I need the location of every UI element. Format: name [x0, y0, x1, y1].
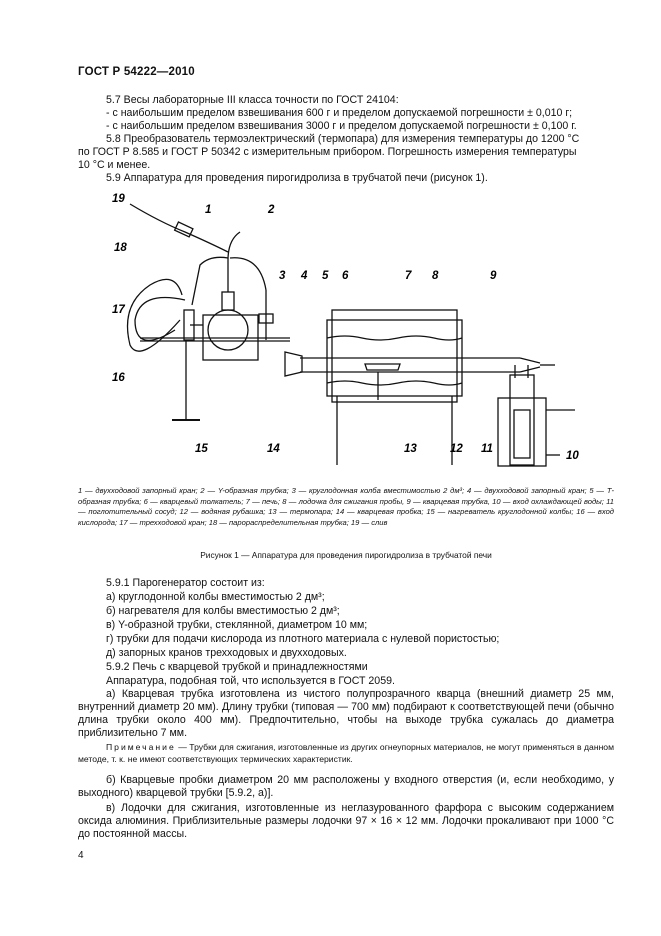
para-5-9: 5.9 Аппаратура для проведения пирогидролиза в трубчатой печи (рисунок 1).	[106, 172, 488, 184]
figure-label: 11	[481, 443, 493, 455]
figure-label: 16	[112, 372, 125, 384]
list-item: б) нагревателя для колбы вместимостью 2 дм³;	[106, 605, 340, 617]
list-item: а) круглодонной колбы вместимостью 2 дм³;	[106, 591, 325, 603]
figure-caption: Рисунок 1 — Аппаратура для проведения пирогидролиза в трубчатой печи	[200, 550, 492, 560]
page-number: 4	[78, 850, 84, 861]
note-label: Примечание	[106, 742, 176, 752]
note	[78, 742, 614, 765]
figure-label: 12	[450, 443, 463, 455]
document-header: ГОСТ Р 54222—2010	[78, 66, 195, 78]
figure-label: 5	[322, 270, 329, 282]
para-5-8-cont: по ГОСТ Р 8.585 и ГОСТ Р 50342 с измерительным прибором. Погрешность измерения температуры	[78, 146, 577, 158]
figure-label: 8	[432, 270, 439, 282]
note-text: — Трубки для сжигания, изготовленные из других огнеупорных материалов, не могут применяться в данном методе, т. к. не имеют соответствующих термических характеристик.	[78, 742, 614, 764]
para-quartz-tube: а) Кварцевая трубка изготовлена из чистого полупрозрачного кварца (внешний диаметр 25 мм, внутренний диаметр 20 мм). Длину трубки (типовая — 700 мм) подбирают к соответствующей печи (обычно длина трубки около 400 мм). Предпочтительно, чтобы на выходе трубка сужалась до диаметра приблизительно 7 мм.	[78, 688, 614, 739]
para-5-8-end: 10 °С и менее.	[78, 159, 151, 171]
figure-label: 13	[404, 443, 417, 455]
figure-label: 10	[566, 450, 579, 462]
figure-label: 15	[195, 443, 208, 455]
list-item: г) трубки для подачи кислорода из плотного материала с нулевой пористостью;	[106, 633, 500, 645]
list-item: - с наибольшим пределом взвешивания 3000 г и пределом допускаемой погрешности ± 0,100 г.	[106, 120, 577, 132]
para-apparatus: Аппаратура, подобная той, что используется в ГОСТ 2059.	[106, 675, 395, 687]
list-item: - с наибольшим пределом взвешивания 600 г и пределом допускаемой погрешности ± 0,010 г;	[106, 107, 573, 119]
figure-label: 9	[490, 270, 497, 282]
figure-label: 1	[205, 204, 212, 216]
figure-label: 17	[112, 304, 125, 316]
figure-label: 2	[268, 204, 275, 216]
para-boats: в) Лодочки для сжигания, изготовленные из неглазурованного фарфора с высоким содержанием оксида алюминия. Приблизительные размеры лодочки 97 × 16 × 12 мм. Лодочки прокаливают при 1000 °С до постоянной массы.	[78, 802, 614, 840]
figure-label: 18	[114, 242, 127, 254]
list-item: д) запорных кранов трехходовых и двухходовых.	[106, 647, 347, 659]
figure-label: 4	[301, 270, 308, 282]
figure-label: 19	[112, 193, 125, 205]
figure-label: 7	[405, 270, 412, 282]
figure-label: 14	[267, 443, 280, 455]
para-5-8: 5.8 Преобразователь термоэлектрический (термопара) для измерения температуры до 1200 °С	[106, 133, 580, 145]
list-item: в) Y-образной трубки, стеклянной, диаметром 10 мм;	[106, 619, 368, 631]
para-quartz-plugs: б) Кварцевые пробки диаметром 20 мм расположены у входного отверстия (и, если необходимо, у выходного) кварцевой трубки [5.9.2, а)].	[78, 774, 614, 799]
para-5-7: 5.7 Весы лабораторные III класса точности по ГОСТ 24104:	[106, 94, 399, 106]
figure-label: 6	[342, 270, 349, 282]
para-5-9-2: 5.9.2 Печь с кварцевой трубкой и принадлежностями	[106, 661, 368, 673]
figure-label: 3	[279, 270, 286, 282]
figure-legend: 1 — двухходовой запорный кран; 2 — Y-образная трубка; 3 — круглодонная колба вместимостью 2 дм³; 4 — двухходовой запорный кран; 5 — Т-образная трубка; 6 — кварцевый толкатель; 7 — печь; 8 — лодочка для сжигания пробы, 9 — кварцевая трубка, 10 — вход охлаждающей воды; 11 — поглотительный сосуд; 12 — водяная рубашка; 13 — термопара; 14 — кварцевая пробка; 15 — нагреватель круглодонной колбы; 16 — вход кислорода; 17 — трехходовой кран; 18 — парораспределительная трубка; 19 — слив	[78, 486, 614, 527]
para-5-9-1: 5.9.1 Парогенератор состоит из:	[106, 577, 265, 589]
